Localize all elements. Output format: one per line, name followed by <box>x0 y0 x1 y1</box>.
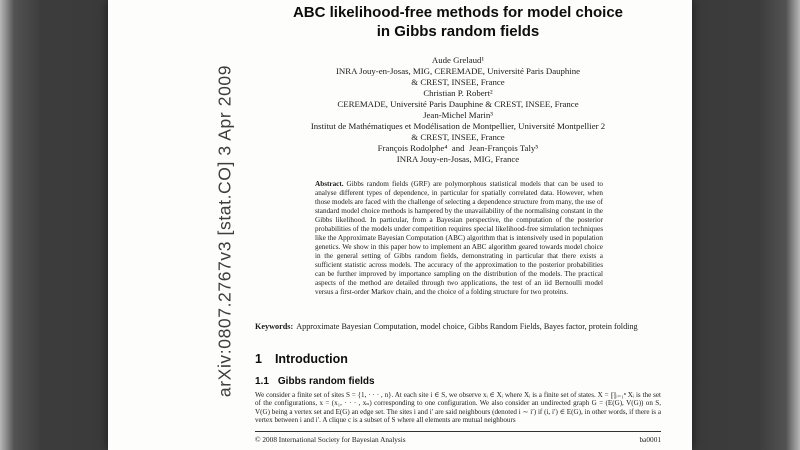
section-heading-introduction <box>255 352 348 366</box>
author-affiliation: INRA Jouy-en-Josas, MIG, CEREMADE, Université Paris Dauphine <box>335 66 581 76</box>
author-block <box>255 55 661 165</box>
paper-content <box>255 0 661 450</box>
keywords-block <box>255 322 661 332</box>
abstract-block <box>315 180 603 297</box>
paper-title <box>255 4 661 41</box>
abstract-label: Abstract. <box>315 180 344 188</box>
paper-page <box>108 0 692 450</box>
arxiv-watermark: arXiv:0807.2767v3 [stat.CO] 3 Apr 2009 <box>214 64 235 398</box>
keywords-text: Approximate Bayesian Computation, model choice, Gibbs Random Fields, Bayes factor, protein folding <box>296 322 638 331</box>
section-number: 1 <box>255 352 262 366</box>
author-affiliation: & CREST, INSEE, France <box>411 77 505 87</box>
keywords-label: Keywords: <box>255 322 294 331</box>
author-name: Aude Grelaud¹ <box>431 55 485 65</box>
paper-title-line2: in Gibbs random fields <box>376 22 540 40</box>
page-footer <box>255 431 661 446</box>
author-affiliation: Institut de Mathématiques et Modélisation de Montpellier, Université Montpellier 2 <box>310 121 606 131</box>
author-affiliation: & CREST, INSEE, France <box>411 132 505 142</box>
author-affiliation: CEREMADE, Université Paris Dauphine & CREST, INSEE, France <box>337 99 579 109</box>
intro-paragraph: We consider a finite set of sites S = {1, · · · , n}. At each site i ∈ S, we observe xᵢ ∈ Xᵢ where Xᵢ is a finite set of states. X = ∏ᵢ₌₁ⁿ Xᵢ is the set of the configurations, x = (x₁, · · · , xₙ) corresponding to one configuration. We also consider an undirected graph G = (E(G), V(G)) on S, V(G) being a vertex set and E(G) an edge set. The sites i and i′ are said neighbours (denoted i ∼ i′) if (i, i′) ∈ E(G), in other words, if there is a vertex between i and i′. A clique c is a subset of S where all elements are mutual neighbours <box>255 391 661 425</box>
subsection-label: Gibbs random fields <box>277 376 375 387</box>
author-name: François Rodolphe⁴ and Jean-François Taly⁵ <box>377 143 539 153</box>
author-name: Christian P. Robert² <box>423 88 493 98</box>
author-affiliation: INRA Jouy-en-Josas, MIG, France <box>396 154 520 164</box>
footer-page-id: ba0001 <box>639 434 661 444</box>
footer-copyright: © 2008 International Society for Bayesian Analysis <box>255 434 406 444</box>
section-label: Introduction <box>274 352 348 366</box>
author-name: Jean-Michel Marin³ <box>423 110 493 120</box>
subsection-number: 1.1 <box>255 376 269 387</box>
paper-title-line1: ABC likelihood-free methods for model choice <box>292 4 624 21</box>
subsection-heading-gibbs-random-fields <box>255 376 375 387</box>
abstract-text: Gibbs random fields (GRF) are polymorphous statistical models that can be used to analyse different types of dependence, in particular for spatially correlated data. However, when those models are faced with the challenge of selecting a dependence structure from many, the use of standard model choice methods is hampered by the unavailability of the normalising constant in the Gibbs likelihood. In particular, from a Bayesian perspective, the computation of the posterior probabilities of the models under competition requires special likelihood-free simulation techniques like the Approximate Bayesian Computation (ABC) algorithm that is intensively used in population genetics. We show in this paper how to implement an ABC algorithm geared towards model choice in the general setting of Gibbs random fields, demonstrating in particular that there exists a sufficient statistic across models. The accuracy of the approximation to the posterior probabilities can be further improved by importance sampling on the distribution of the models. The practical aspects of the method are detailed through two applications, the test of an iid Bernoulli model versus a first-order Markov chain, and the choice of a folding structure for two proteins. <box>315 180 603 296</box>
